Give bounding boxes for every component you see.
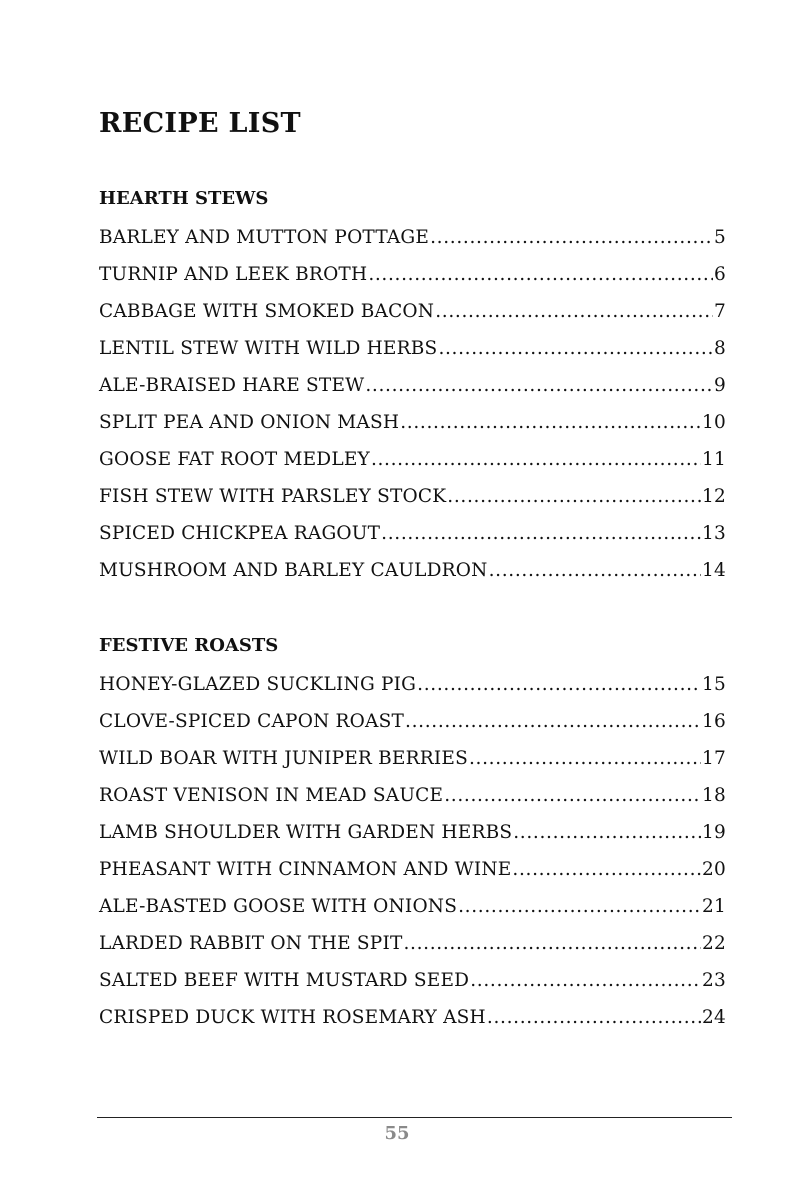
dot-leader [438,330,713,367]
entry-title: WILD BOAR WITH JUNIPER BERRIES [99,748,468,769]
section-heading: HEARTH STEWS [99,188,269,209]
entry-title: HONEY-GLAZED SUCKLING PIG [99,674,417,695]
toc-entry [99,666,726,703]
toc-entry [99,219,726,256]
dot-leader [487,999,701,1036]
entry-page-number: 24 [702,1007,726,1028]
entry-title: SALTED BEEF WITH MUSTARD SEED [99,970,470,991]
dot-leader [371,441,701,478]
dot-leader [404,925,702,962]
dot-leader [400,404,701,441]
section-hearth-stews [99,185,726,589]
toc-entry [99,703,726,740]
entry-page-number: 14 [702,560,726,581]
dot-leader [469,740,701,777]
toc-entry [99,999,726,1036]
toc-entry [99,740,726,777]
dot-leader [381,515,701,552]
entry-title: ALE-BRAISED HARE STEW [99,375,365,396]
entry-title: PHEASANT WITH CINNAMON AND WINE [99,859,512,880]
toc-entry [99,330,726,367]
dot-leader [435,293,713,330]
page-title: RECIPE LIST [99,108,301,139]
entry-page-number: 15 [702,674,726,695]
section-festive-roasts [99,632,726,1036]
dot-leader [368,256,713,293]
section-heading: FESTIVE ROASTS [99,635,279,656]
entry-page-number: 10 [702,412,726,433]
dot-leader [512,851,701,888]
dot-leader [470,962,701,999]
dot-leader [365,367,713,404]
entry-title: LENTIL STEW WITH WILD HERBS [99,338,438,359]
entry-title: CLOVE-SPICED CAPON ROAST [99,711,405,732]
entry-page-number: 17 [702,748,726,769]
entry-title: TURNIP AND LEEK BROTH [99,264,368,285]
toc-entry [99,925,726,962]
toc-entry [99,404,726,441]
dot-leader [458,888,701,925]
entry-title: SPLIT PEA AND ONION MASH [99,412,400,433]
dot-leader [444,777,701,814]
dot-leader [430,219,713,256]
entry-title: LARDED RABBIT ON THE SPIT [99,933,403,954]
entry-title: GOOSE FAT ROOT MEDLEY [99,449,370,470]
entry-page-number: 7 [714,301,726,322]
toc-entry [99,293,726,330]
entry-page-number: 8 [714,338,726,359]
entry-page-number: 20 [702,859,726,880]
dot-leader [447,478,701,515]
toc-entry [99,777,726,814]
dot-leader [513,814,701,851]
entry-title: LAMB SHOULDER WITH GARDEN HERBS [99,822,513,843]
dot-leader [417,666,701,703]
entry-page-number: 5 [714,227,726,248]
entry-page-number: 18 [702,785,726,806]
entry-page-number: 23 [702,970,726,991]
entry-page-number: 9 [714,375,726,396]
page-number: 55 [384,1123,410,1144]
entry-title: BARLEY AND MUTTON POTTAGE [99,227,430,248]
entry-title: MUSHROOM AND BARLEY CAULDRON [99,560,488,581]
entry-page-number: 19 [702,822,726,843]
toc-entry [99,962,726,999]
entry-page-number: 16 [702,711,726,732]
entry-title: FISH STEW WITH PARSLEY STOCK [99,486,447,507]
entry-page-number: 22 [702,933,726,954]
toc-entry [99,552,726,589]
toc-entry [99,888,726,925]
toc-entry [99,478,726,515]
toc-entry [99,256,726,293]
footer-rule [97,1117,732,1118]
toc-entry [99,851,726,888]
entry-title: ROAST VENISON IN MEAD SAUCE [99,785,444,806]
entry-title: CRISPED DUCK WITH ROSEMARY ASH [99,1007,486,1028]
toc-entry [99,515,726,552]
entry-page-number: 13 [702,523,726,544]
toc-entry [99,814,726,851]
entry-page-number: 11 [702,449,726,470]
entry-page-number: 21 [702,896,726,917]
toc-entry [99,367,726,404]
entry-title: SPICED CHICKPEA RAGOUT [99,523,381,544]
entry-title: CABBAGE WITH SMOKED BACON [99,301,435,322]
dot-leader [489,552,701,589]
entry-page-number: 12 [702,486,726,507]
entry-title: ALE-BASTED GOOSE WITH ONIONS [99,896,458,917]
toc-entry [99,441,726,478]
entry-page-number: 6 [714,264,726,285]
dot-leader [405,703,701,740]
